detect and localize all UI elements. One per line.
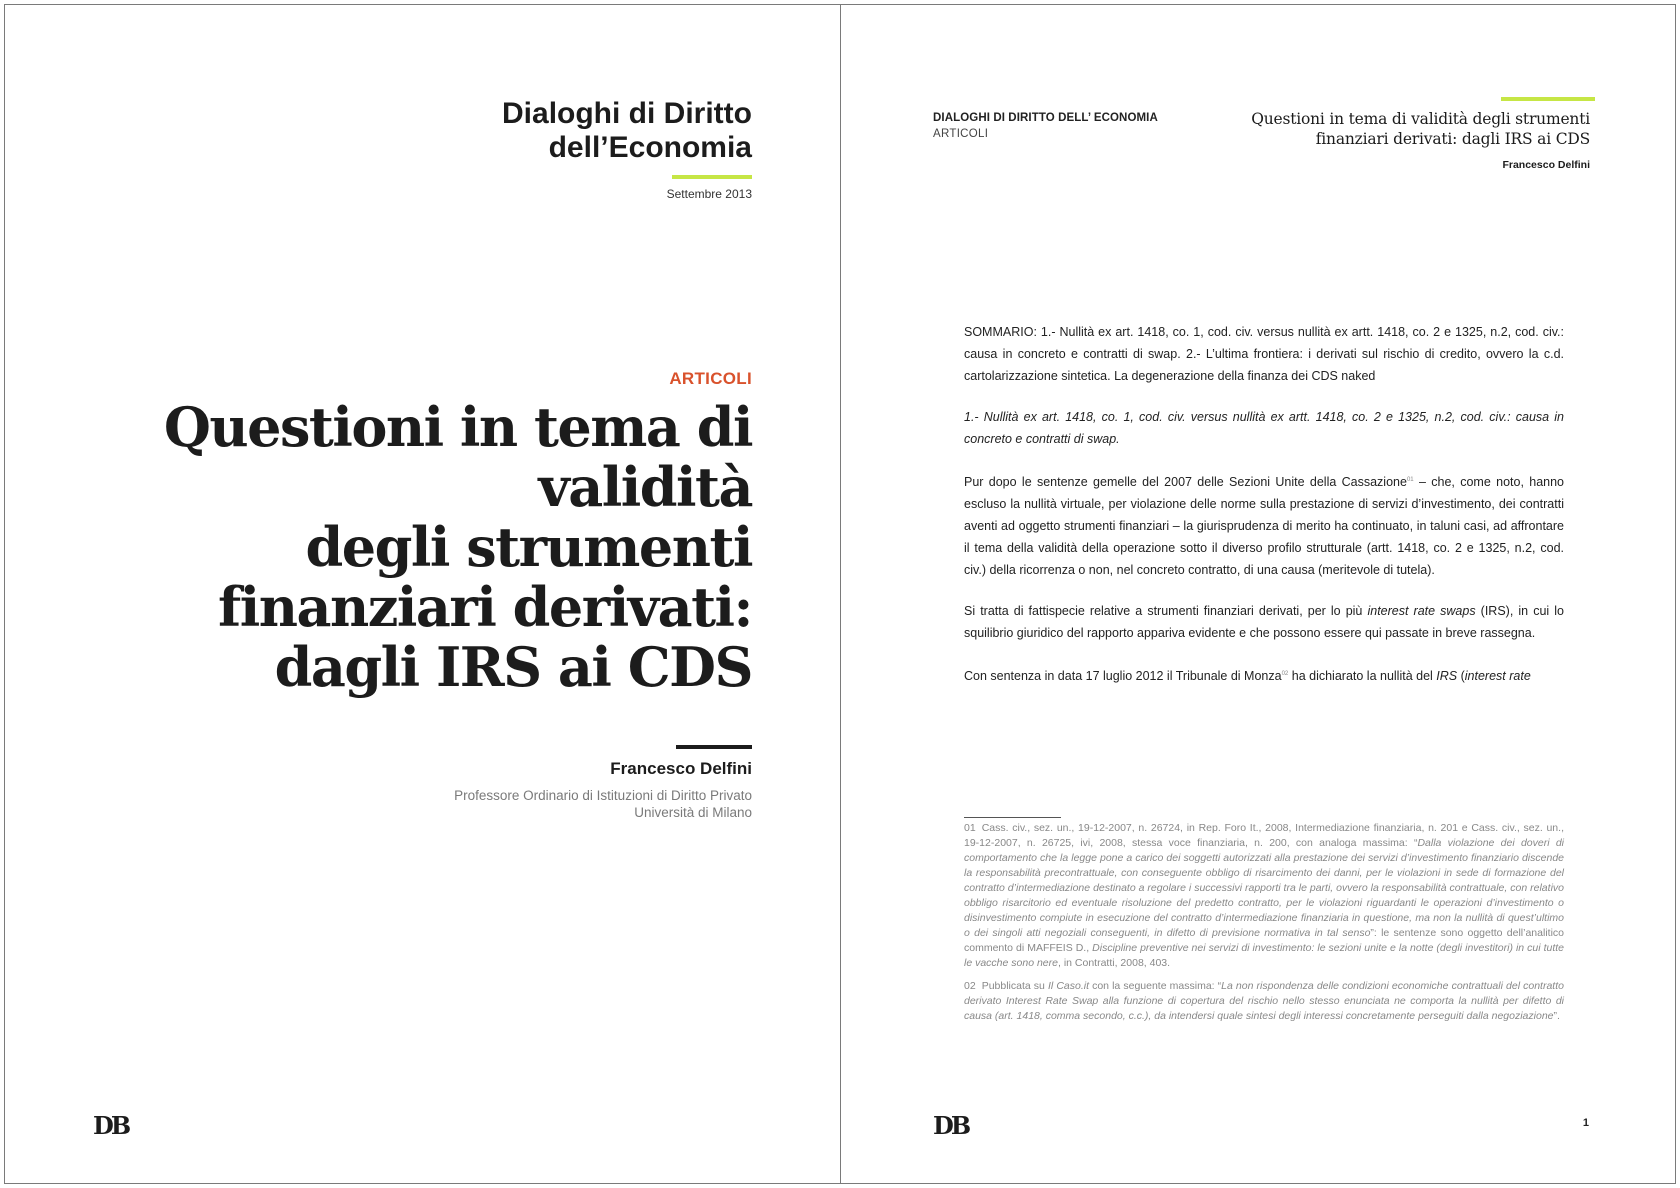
running-head-journal: DIALOGHI DI DIRITTO DELL’ ECONOMIA [933,112,1158,124]
footnote-ref[interactable]: 01 [1406,477,1414,483]
article-title-line: degli strumenti [305,515,752,579]
summary-paragraph: SOMMARIO: 1.- Nullità ex art. 1418, co. 1, cod. civ. versus nullità ex artt. 1418, co. 2 e 1325, n.2, cod. civ.: causa in concreto e contratti di swap. 2.- L’ultima frontiera: i derivati sul rischio di credito, ovvero la c.d. cartolarizzazione sintetica. La degenerazione della finanza dei CDS naked [964,325,1564,383]
running-title [1170,109,1590,149]
text-run-italic: La non rispondenza delle condizioni economiche contrattuali del contratto derivato Interest Rate Swap alla funzione di copertura del rischio nello stesso enunciata ne comporta la nullità per difetto di causa (art. 1418, comma secondo, c.c.), da intendersi quale sintesi degli interessi concretamente perseguiti dalla negoziazione [964,980,1564,1022]
text-run-italic: interest rate swaps [1367,604,1476,619]
running-head-section: ARTICOLI [933,128,989,140]
affiliation-line2: Università di Milano [634,805,752,820]
text-run: (IRS), in cui lo squilibrio giuridico del rapporto appariva evidente e che possono essere qui passate in breve rassegna. [964,604,1564,641]
footnotes [964,821,1564,1032]
journal-title [372,97,752,165]
text-run-italic: Dalla violazione dei doveri di comportamento che la legge pone a carico dei soggetti autorizzati alla prestazione dei servizi d’investimento finanziario discende la responsabilità precontrattuale, con conseguente obbligo di risarcimento dei danni, per le violazioni in sede di formazione del contratto d’intermediazione destinato a regolare i successivi rapporti tra le parti, ovvero la responsabilità contrattuale, con relativo obbligo risarcitorio ed eventuale risoluzione del predetto contratto, per le violazioni riguardanti le operazioni d’investimento o disinvestimento compiute in esecuzione del contratto d’intermediazione finanziaria in questione, ma non la nullità di quest’ultimo o dei singoli atti negoziali conseguenti, in difetto di previsione normativa in tal senso [964,837,1564,939]
text-run: Con sentenza in data 17 luglio 2012 il Tribunale di Monza [964,669,1282,684]
issue-date: Settembre 2013 [666,187,752,201]
running-author: Francesco Delfini [1502,159,1590,171]
article-body [964,321,1564,706]
article-page [841,5,1677,1183]
accent-rule [1501,97,1595,101]
article-title-line: finanziari derivati: [217,575,752,639]
body-paragraph [964,663,1564,687]
running-title-line1: Questioni in tema di validità degli strumenti [1251,110,1590,128]
text-run: Pubblicata su [981,980,1048,992]
db-logo: DB [93,1111,129,1140]
text-run: ”. [1553,1010,1560,1022]
text-run: Pur dopo le sentenze gemelle del 2007 delle Sezioni Unite della Cassazione [964,475,1407,490]
footnote-1 [964,821,1564,971]
cover-page [5,5,840,1183]
text-run-italic: IRS [1436,669,1458,684]
text-run: – che, come noto, hanno escluso la nullità virtuale, per violazione delle norme sulla prestazione di servizi d’investimento, dei contratti aventi ad oggetto strumenti finanziari – la giurisprudenza di merito ha continuato, in taluni casi, ad affrontare il tema della validità della operazione sotto il diverso profilo strutturale (artt. 1418, co. 2 e 1325, n.2, cod. civ.) della ricorrenza o non, nel concreto contratto, di una causa (meritevole di tutela). [964,475,1565,578]
text-run: ( [1457,669,1465,684]
section-label: ARTICOLI [669,369,752,388]
article-title [112,397,752,697]
affiliation-line1: Professore Ordinario di Istituzioni di Diritto Privato [454,788,752,803]
db-logo: DB [933,1111,969,1140]
text-run-italic: interest rate [1464,669,1531,684]
footnote-rule [964,817,1061,818]
text-run: , in Contratti, 2008, 403. [1057,957,1171,969]
body-paragraph [964,469,1564,581]
footnote-ref[interactable]: 02 [1281,671,1289,678]
text-run-italic: Il Caso.it [1047,980,1089,992]
journal-title-line1: Dialoghi di Diritto [502,97,752,130]
accent-rule [672,175,752,179]
footnote-number: 02 [964,980,976,992]
document-spread [4,4,1676,1184]
text-run: Si tratta di fattispecie relative a strumenti finanziari derivati, per lo più [964,604,1368,619]
author-name: Francesco Delfini [610,759,752,778]
journal-title-line2: dell’Economia [548,131,752,164]
text-run: con la seguente massima: “ [1089,980,1222,992]
text-run-italic: Discipline preventive nei servizi di investimento: le sezioni unite e la notte (degli investitori) in cui tutte le vacche sono nere [964,942,1564,969]
page-number: 1 [1582,1117,1589,1129]
author-rule [676,745,752,749]
article-title-line: validità [538,455,752,519]
text-run: Cass. civ., sez. un., 19-12-2007, n. 26724, in Rep. Foro It., 2008, Intermediazione finanziaria, n. 201 e Cass. civ., sez. un., 19-12-2007, n. 26725, ivi, 2008, stessa voce finanziaria, n. 200, con analoga massima: “ [964,822,1564,849]
footnote-number: 01 [964,822,976,834]
body-paragraph [964,600,1564,644]
article-title-line: Questioni in tema di [163,395,752,459]
running-title-line2: finanziari derivati: dagli IRS ai CDS [1315,130,1590,148]
article-title-line: dagli IRS ai CDS [274,635,752,699]
author-affiliation [352,787,752,821]
section-heading: 1.- Nullità ex art. 1418, co. 1, cod. civ. versus nullità ex artt. 1418, co. 2 e 1325, n.2, cod. civ.: causa in concreto e contratti di swap. [964,410,1564,446]
text-run: ”: le sentenze sono oggetto dell’analitico commento di MAFFEIS D., [964,927,1564,954]
text-run: ha dichiarato la nullità del [1288,669,1437,684]
footnote-2 [964,979,1564,1024]
